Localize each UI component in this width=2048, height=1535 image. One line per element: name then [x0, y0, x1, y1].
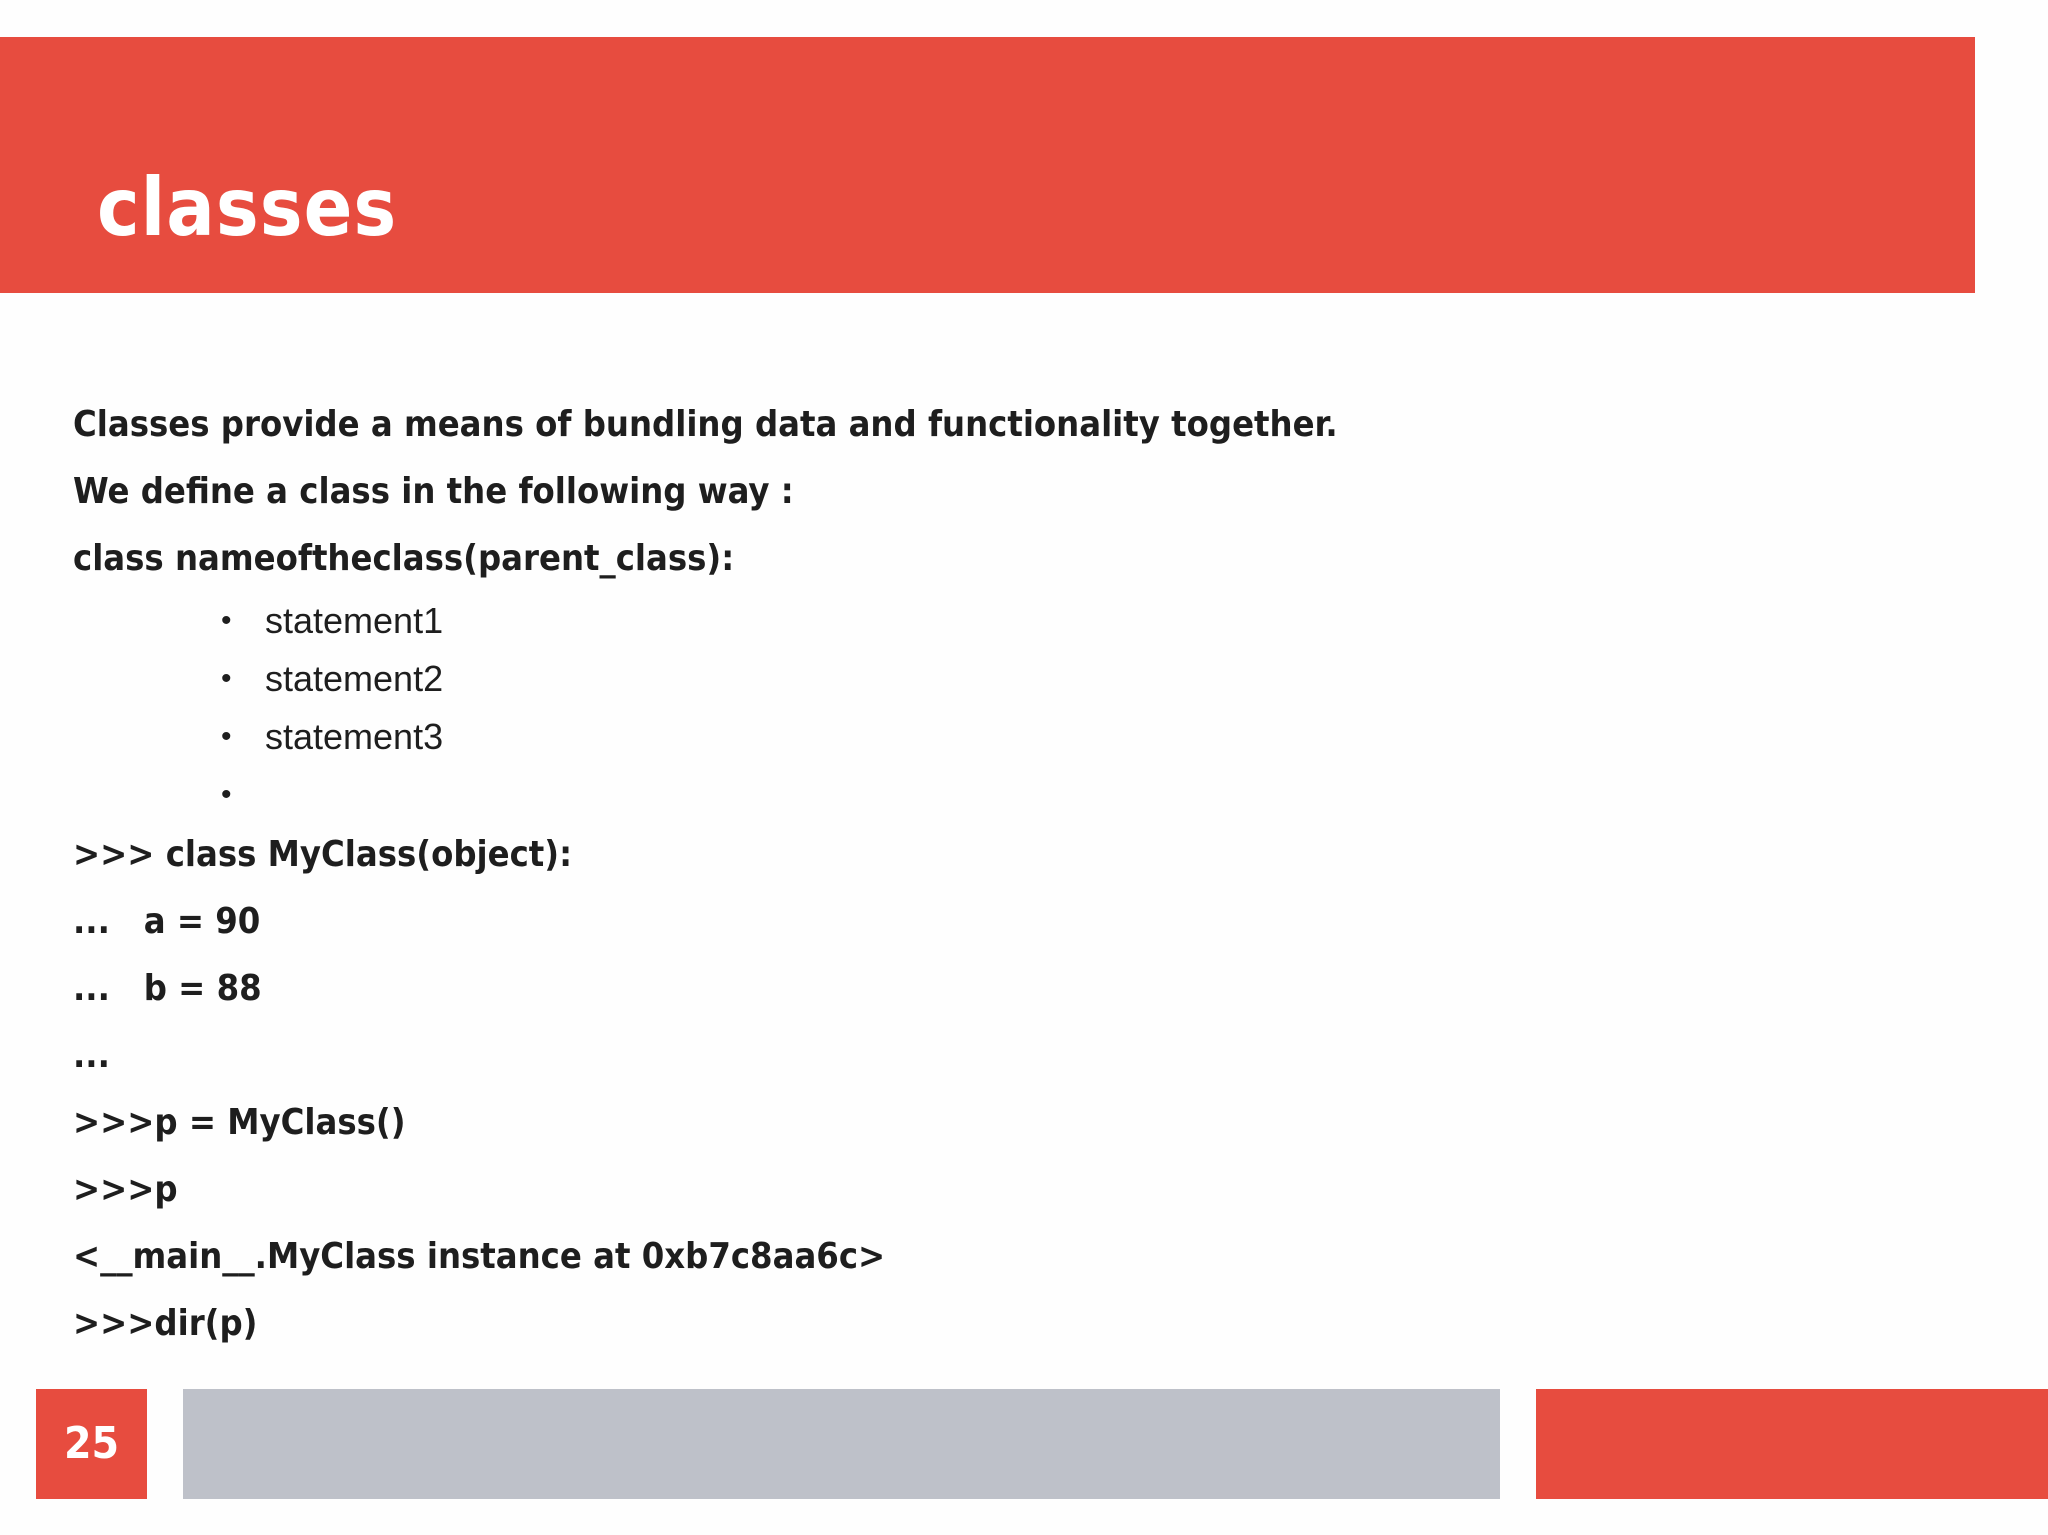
code-line: ... — [73, 1035, 110, 1076]
class-syntax-line: class nameoftheclass(parent_class): — [73, 538, 735, 579]
list-item — [73, 652, 1973, 710]
page-number-box — [36, 1389, 147, 1499]
list-item — [73, 594, 1973, 652]
list-item-text: statement2 — [265, 658, 444, 699]
slide-content — [73, 398, 1973, 1364]
footer-accent-bar — [1536, 1389, 2048, 1499]
statement-list — [73, 594, 1973, 828]
list-item-text: statement3 — [265, 716, 444, 757]
bullet-icon: • — [221, 604, 232, 637]
page-number: 25 — [63, 1418, 120, 1469]
code-line: ... a = 90 — [73, 901, 261, 942]
bullet-icon: • — [221, 662, 232, 695]
list-item-text: statement1 — [265, 600, 444, 641]
list-item — [73, 710, 1973, 768]
code-line: >>>dir(p) — [73, 1303, 258, 1344]
code-line: >>>p — [73, 1169, 178, 1210]
intro-line: We define a class in the following way : — [73, 471, 794, 512]
code-line: ... b = 88 — [73, 968, 262, 1009]
code-line: >>>p = MyClass() — [73, 1102, 406, 1143]
slide-title: classes — [97, 161, 398, 254]
footer-gray-bar — [183, 1389, 1500, 1499]
intro-line: Classes provide a means of bundling data and functionality together. — [73, 404, 1338, 445]
bullet-icon: • — [221, 720, 232, 753]
list-item — [73, 768, 1973, 828]
code-line: >>> class MyClass(object): — [73, 834, 573, 875]
bullet-icon: • — [221, 778, 232, 811]
code-line: <__main__.MyClass instance at 0xb7c8aa6c> — [73, 1236, 886, 1277]
